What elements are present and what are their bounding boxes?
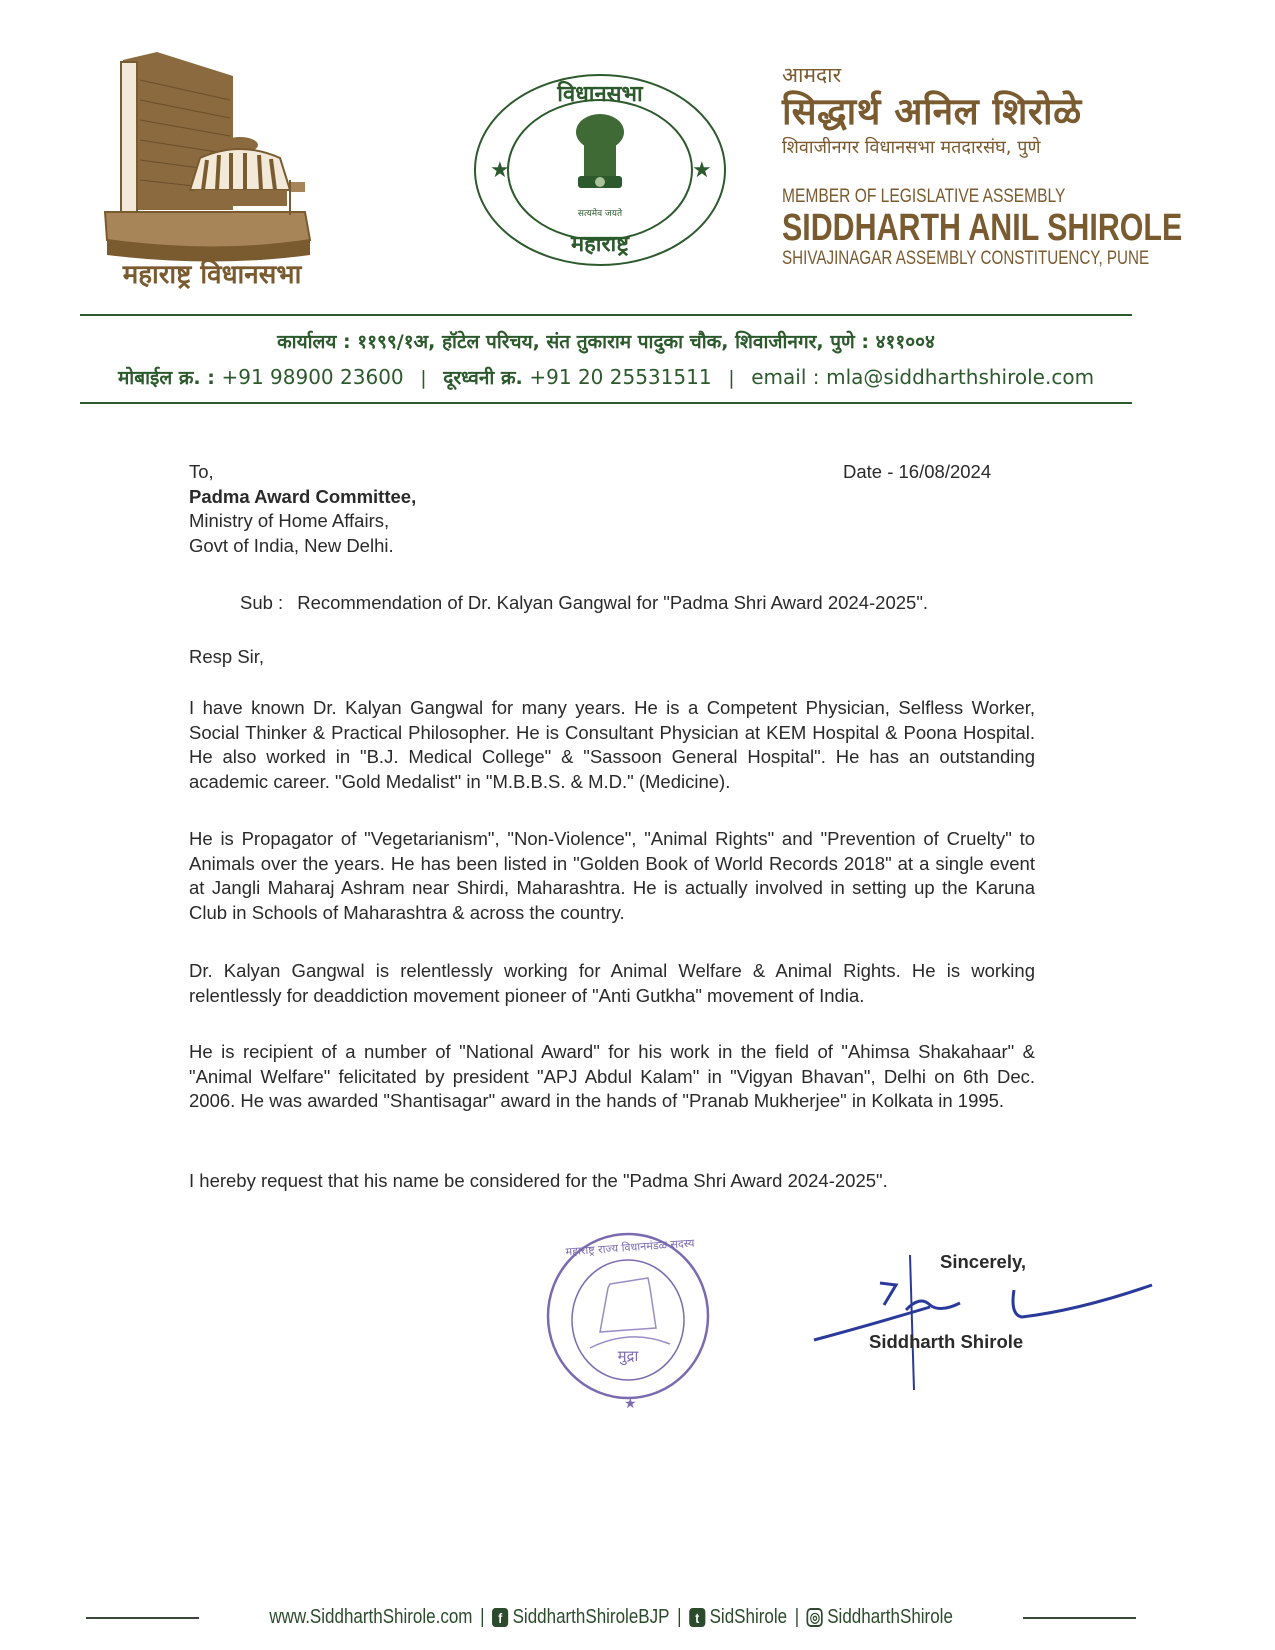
closing: Sincerely,	[940, 1251, 1027, 1272]
handwritten-signature	[810, 1255, 1160, 1395]
separator: |	[420, 367, 427, 389]
constituency-english: SHIVAJINAGAR ASSEMBLY CONSTITUENCY, PUNE	[782, 248, 1150, 269]
facebook-icon: f	[492, 1608, 508, 1627]
subject-label: Sub :	[240, 592, 284, 613]
salutation: Resp Sir,	[189, 646, 265, 667]
vidhan-bhavan-building-logo	[95, 40, 325, 280]
official-stamp	[540, 1228, 720, 1418]
to-label: To,	[189, 461, 214, 482]
letter-date: Date - 16/08/2024	[843, 461, 992, 482]
mla-name-english: SIDDHARTH ANIL SHIROLE	[782, 207, 1183, 249]
website-link[interactable]: www.SiddharthShirole.com	[269, 1606, 473, 1628]
body-paragraph: He is Propagator of "Vegetarianism", "Non-Violence", "Animal Rights" and "Prevention of Cruelty" to Animals over the years. He has been listed in "Golden Book of World Records 2018" at a single event at Jangli Maharaj Ashram near Shirdi, Maharashtra. He is actually involved in setting up the Karuna Club in Schools of Maharashtra & across the country.	[189, 828, 1035, 923]
seal-bottom-text: महाराष्ट्र	[570, 232, 630, 257]
contact-details	[80, 364, 1132, 390]
facebook-link[interactable]: SiddharthShiroleBJP	[512, 1606, 670, 1628]
mla-title-hindi: आमदार	[782, 63, 842, 87]
separator: |	[480, 1606, 485, 1628]
footer-links	[261, 1606, 962, 1629]
header-rule-top	[80, 314, 1132, 316]
separator: |	[677, 1606, 682, 1628]
signatory-name: Siddharth Shirole	[869, 1331, 1024, 1352]
body-paragraph: I have known Dr. Kalyan Gangwal for many years. He is a Competent Physician, Selfless Worker, Social Thinker & Practical Philosopher. He is Consultant Physician at KEM Hospital & Poona Hospital. He also worked in "B.J. Medical College" & "Sassoon General Hospital". He has an outstanding academic career. "Gold Medalist" in "M.B.B.S. & M.D." (Medicine).	[189, 697, 1035, 792]
mla-title-english: MEMBER OF LEGISLATIVE ASSEMBLY	[782, 186, 1066, 207]
seal-motto: सत्यमेव जयते	[577, 209, 623, 219]
separator: |	[728, 367, 735, 389]
phone-label: दूरध्वनी क्र.	[443, 367, 523, 389]
vidhansabha-seal	[470, 70, 730, 270]
stamp-ring-text: महाराष्ट्र राज्य विधानमंडळ सदस्य	[565, 1236, 695, 1259]
body-paragraph: Dr. Kalyan Gangwal is relentlessly working for Animal Welfare & Animal Rights. He is working relentlessly for deaddiction movement pioneer of "Anti Gutkha" movement of India.	[189, 960, 1035, 1006]
phone-number: +91 20 25531511	[529, 365, 712, 389]
twitter-link[interactable]: SidShirole	[709, 1606, 787, 1628]
email-address[interactable]: mla@siddharthshirole.com	[826, 365, 1095, 389]
mobile-label: मोबाईल क्र. :	[117, 367, 215, 389]
footer-rule-right	[1023, 1617, 1136, 1619]
body-paragraph: I hereby request that his name be considered for the "Padma Shri Award 2024-2025".	[189, 1170, 888, 1191]
seal-top-text: विधानसभा	[557, 82, 643, 107]
subject-line	[240, 591, 928, 616]
header-rule-bottom	[80, 402, 1132, 404]
star-right-icon: ★	[692, 157, 712, 182]
constituency-hindi: शिवाजीनगर विधानसभा मतदारसंघ, पुणे	[782, 137, 1041, 158]
assembly-caption: महाराष्ट्र विधानसभा	[122, 260, 302, 290]
footer-rule-left	[86, 1617, 199, 1619]
mla-info-block	[782, 62, 1183, 270]
mla-name-hindi: सिद्धार्थ अनिल शिरोळे	[782, 90, 1082, 133]
office-address: कार्यालय : ११९९/१अ, हॉटेल परिचय, संत तुकाराम पादुका चौक, शिवाजीनगर, पुणे : ४११००४	[277, 331, 935, 353]
email-label: email :	[751, 365, 820, 389]
separator: |	[794, 1606, 800, 1628]
footer-bar	[86, 1606, 1136, 1629]
instagram-link[interactable]: SiddharthShirole	[827, 1606, 953, 1628]
recipient-name: Padma Award Committee,	[189, 485, 417, 507]
stamp-star-icon: ★	[624, 1395, 637, 1411]
body-paragraph: He is recipient of a number of "National Award" for his work in the field of "Ahimsa Shakahaar" & "Animal Welfare" felicitated by president "APJ Abdul Kalam" in "Vigyan Bhavan", Delhi on 6th Dec. 2006. He was awarded "Shantisagar" award in the hands of "Pranab Mukherjee" in Kolkata in 1995.	[189, 1041, 1035, 1111]
stamp-center-text: मुद्रा	[617, 1347, 639, 1365]
recipient-block	[189, 460, 416, 558]
star-left-icon: ★	[490, 157, 510, 182]
signature-stroke-icon	[810, 1255, 1160, 1395]
mobile-number: +91 98900 23600	[221, 365, 404, 389]
instagram-icon: ◎	[807, 1608, 823, 1627]
recipient-line: Ministry of Home Affairs,	[189, 510, 390, 531]
subject-text: Recommendation of Dr. Kalyan Gangwal for "Padma Shri Award 2024-2025".	[297, 592, 929, 613]
recipient-line: Govt of India, New Delhi.	[189, 534, 394, 556]
twitter-icon: t	[689, 1608, 705, 1627]
building-icon	[95, 40, 325, 280]
